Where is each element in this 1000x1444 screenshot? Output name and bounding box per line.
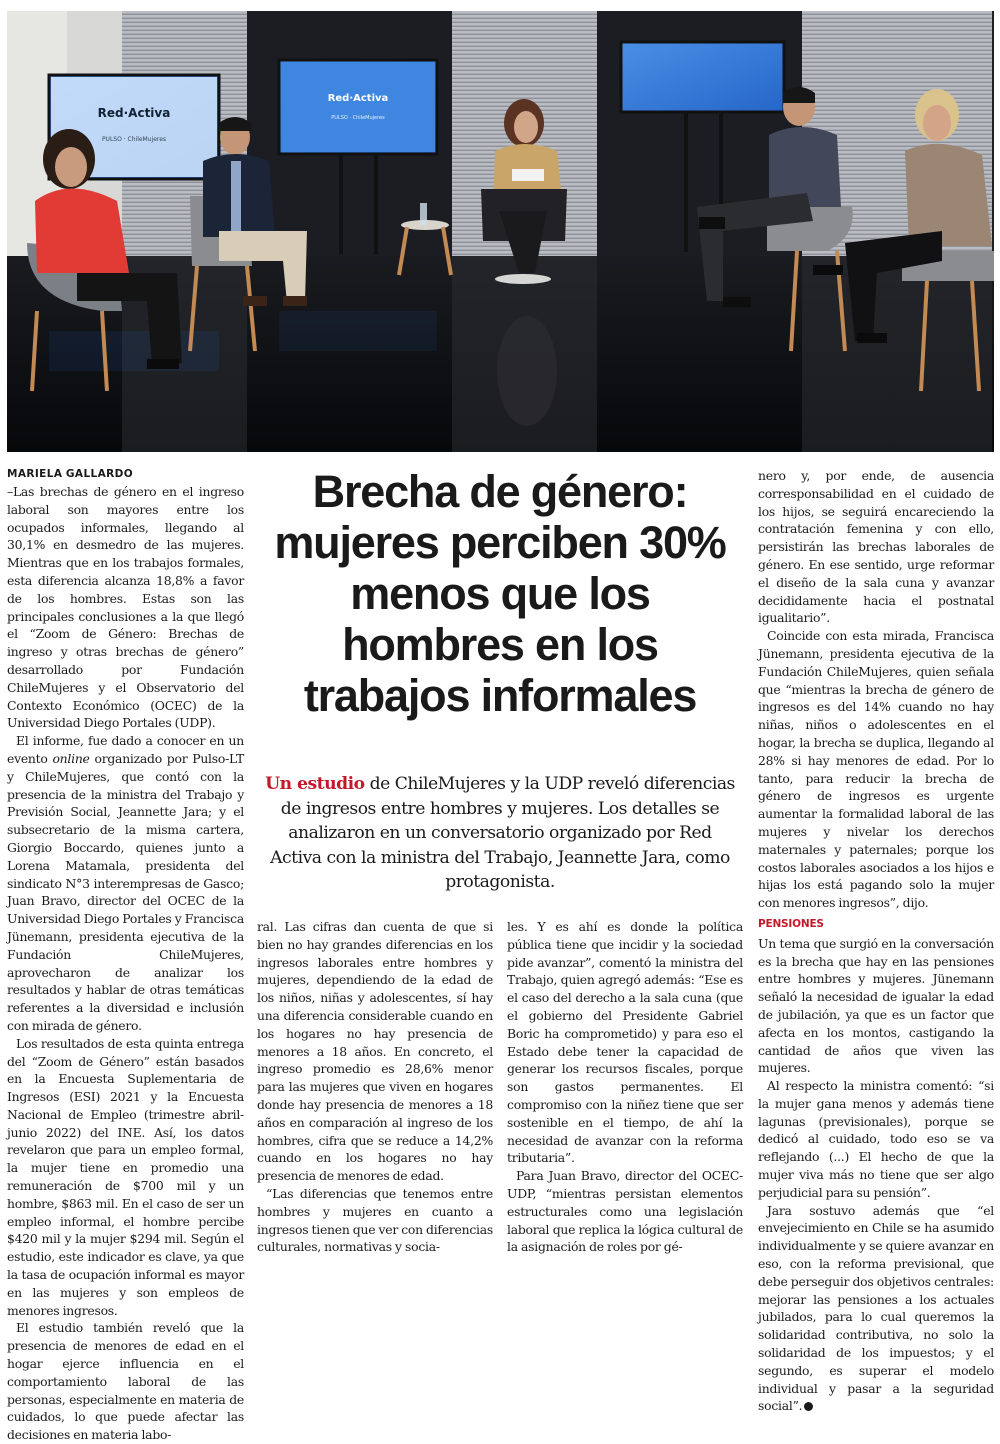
paragraph: Un tema que surgió en la conversación es la brecha que hay en las pensiones entre hombres y mujeres. Jünemann señaló la necesidad de igualar la edad de jubilación, ya que es un factor que afecta en los montos, castigando la cantidad de años que viven las mujeres. <box>758 935 994 1076</box>
screen-center <box>279 60 437 154</box>
screen-right <box>621 42 784 112</box>
section-title-pensiones: PENSIONES <box>758 917 824 930</box>
screen-logos-left: PULSO · ChileMujeres <box>101 136 167 143</box>
article-photo <box>7 11 994 452</box>
article-column-1 <box>7 467 244 1444</box>
paragraph: –Las brechas de género en el ingreso laboral son mayores entre los ocupados informales, llegando al 30,1% en desmedro de las mujeres. Mientras que en los trabajos formales, esta diferencia alcanza 18,8% a favor de los hombres. Estas son las principales conclusiones a la que llegó el “Zoom de Género: Brechas de ingreso y otras brechas de género” desarrollado por Fundación ChileMujeres y el Observatorio del Contexto Económico (OCEC) de la Universidad Diego Portales (UDP). <box>7 484 244 731</box>
paragraph: nero y, por ende, de ausencia corresponsabilidad en el cuidado de los hijos, se seguirá encareciendo la contratación femenina y con ello, persistirán las brechas laborales de género. En ese sentido, urge reformar el diseño de la sala cuna y avanzar decididamente hacia el postnatal igualitario”. <box>758 468 994 626</box>
paragraph: El estudio también reveló que la presencia de menores de edad en el hogar ejerce influencia en el comportamiento laboral de las personas, especialmente en materia de cuidados, lo que puede afectar las decisiones en materia labo- <box>7 1320 244 1443</box>
end-mark-icon: P <box>804 1402 813 1411</box>
headline: Brecha de género: mujeres perciben 30% menos que los hombres en los trabajos informales <box>274 466 726 721</box>
paragraph: Coincide con esta mirada, Francisca Jünemann, presidenta ejecutiva de la Fundación ChileMujeres, quien señala que “mientras la brecha de género de ingresos es del 14% cuando no hay niñas, niños o adolescentes en el hogar, la brecha se duplica, llegando al 28% si hay menores de edad. Por lo tanto, para reducir la brecha de género de ingresos es urgente aumentar la formalidad laboral de las mujeres y nivelar los derechos maternales y paternales; porque los costos laborales asociados a los hijos e hijas los está pagando solo la mujer con menores ingresos”, dijo. <box>758 628 994 911</box>
screen-brand-left: Red·Activa <box>97 106 171 120</box>
byline: MARIELA GALLARDO <box>7 468 134 480</box>
paragraph: El informe, fue dado a conocer en un evento online organizado por Pulso-LT y ChileMujeres, que contó con la presencia de la ministra del Trabajo y Previsión Social, Jeannette Jara; y el subsecretario de la misma cartera, Giorgio Boccardo, quienes junto a Lorena Matamala, presidenta del sindicato N°3 interempresas de Gasco; Juan Bravo, director del OCEC de la Universidad Diego Portales y Francisca Jünemann, presidenta ejecutiva de la Fundación ChileMujeres, aprovecharon de analizar los resultados y hablar de otras temáticas referentes a la diversidad e inclusión con mirada de género. <box>7 733 244 1033</box>
article-column-4 <box>758 467 994 1415</box>
article-column-2 <box>257 918 493 1256</box>
paragraph: les. Y es ahí es donde la política pública tiene que incidir y la sociedad pide avanzar”, comentó la ministra del Trabajo, quien agregó además: “Ese es el caso del derecho a la sala cuna (que el gobierno del Presidente Gabriel Boric ha comprometido) y para eso el Estado debe tener la capacidad de generar los recursos fiscales, porque son gastos permanentes. El compromiso con la niñez tiene que ser sostenible en el tiempo, de ahí la necesidad de avanzar con la reforma tributaria”. <box>507 919 743 1166</box>
article-column-3 <box>507 918 743 1256</box>
paragraph: “Las diferencias que tenemos entre hombres y mujeres en cuanto a ingresos tienen que ver con diferencias culturales, normativas y socia- <box>257 1185 493 1255</box>
paragraph: Al respecto la ministra comentó: “si la mujer gana menos y además tiene lagunas (previsionales), porque se dedicó al cuidado, todo eso se va reflejando (...) El hecho de que la mujer viva más no tiene que ser algo perjudicial para su pensión”. <box>758 1078 994 1200</box>
lead-highlight: Un estudio <box>265 774 365 794</box>
screen-brand-center: Red·Activa <box>327 93 389 104</box>
paragraph: ral. Las cifras dan cuenta de que si bien no hay grandes diferencias en los ingresos laborales entre hombres y mujeres, dependiendo de la edad de los niños, niñas y adolescentes, sí hay una diferencia considerable cuando en los hogares no hay presencia de menores a 18 años. En concreto, el ingreso promedio es 28,6% menor para las mujeres que viven en hogares donde hay presencia de menores a 18 años en comparación al ingreso de los hombres, cifra que se reduce a 14,2% cuando en los hogares no hay presencia de menores de edad. <box>257 919 493 1184</box>
paragraph: Para Juan Bravo, director del OCEC-UDP, “mientras persistan elementos estructurales como una legislación laboral que replica la lógica cultural de la asignación de roles por gé- <box>507 1168 743 1255</box>
paragraph: Jara sostuvo además que “el envejecimiento en Chile se ha asumido individualmente y se quiere avanzar en eso, con la reforma previsional, que debe perseguir dos objetivos centrales: mejorar las pensiones a los actuales jubilados, para lo cual queremos la solidaridad contributiva, no solo la solidaridad de los impuestos; y el segundo, es superar el modelo individual y pasar a la seguridad social”. P <box>758 1202 994 1414</box>
paragraph: Los resultados de esta quinta entrega del “Zoom de Género” están basados en la Encuesta Suplementaria de Ingresos (ESI) 2021 y la Encuesta Nacional de Empleo (trimestre abril-junio 2022) del INE. Así, los datos revelaron que para un empleo formal, la mujer tiene en promedio una remuneración de $700 mil y un hombre, $863 mil. En el caso de ser un empleo informal, el hombre percibe $420 mil y la mujer $294 mil. Según el estudio, este indicador es clave, ya que la tasa de ocupación informal es mayor en las mujeres y son empleos de menores ingresos. <box>7 1035 244 1318</box>
screen-logos-center: PULSO · ChileMujeres <box>331 115 385 121</box>
lead-paragraph: Un estudio de ChileMujeres y la UDP reveló diferencias de ingresos entre hombres y mujeres. Los detalles se analizaron en un conversatorio organizado por Red Activa con la ministra del Trabajo, Jeannette Jara, como protagonista. <box>265 774 735 892</box>
